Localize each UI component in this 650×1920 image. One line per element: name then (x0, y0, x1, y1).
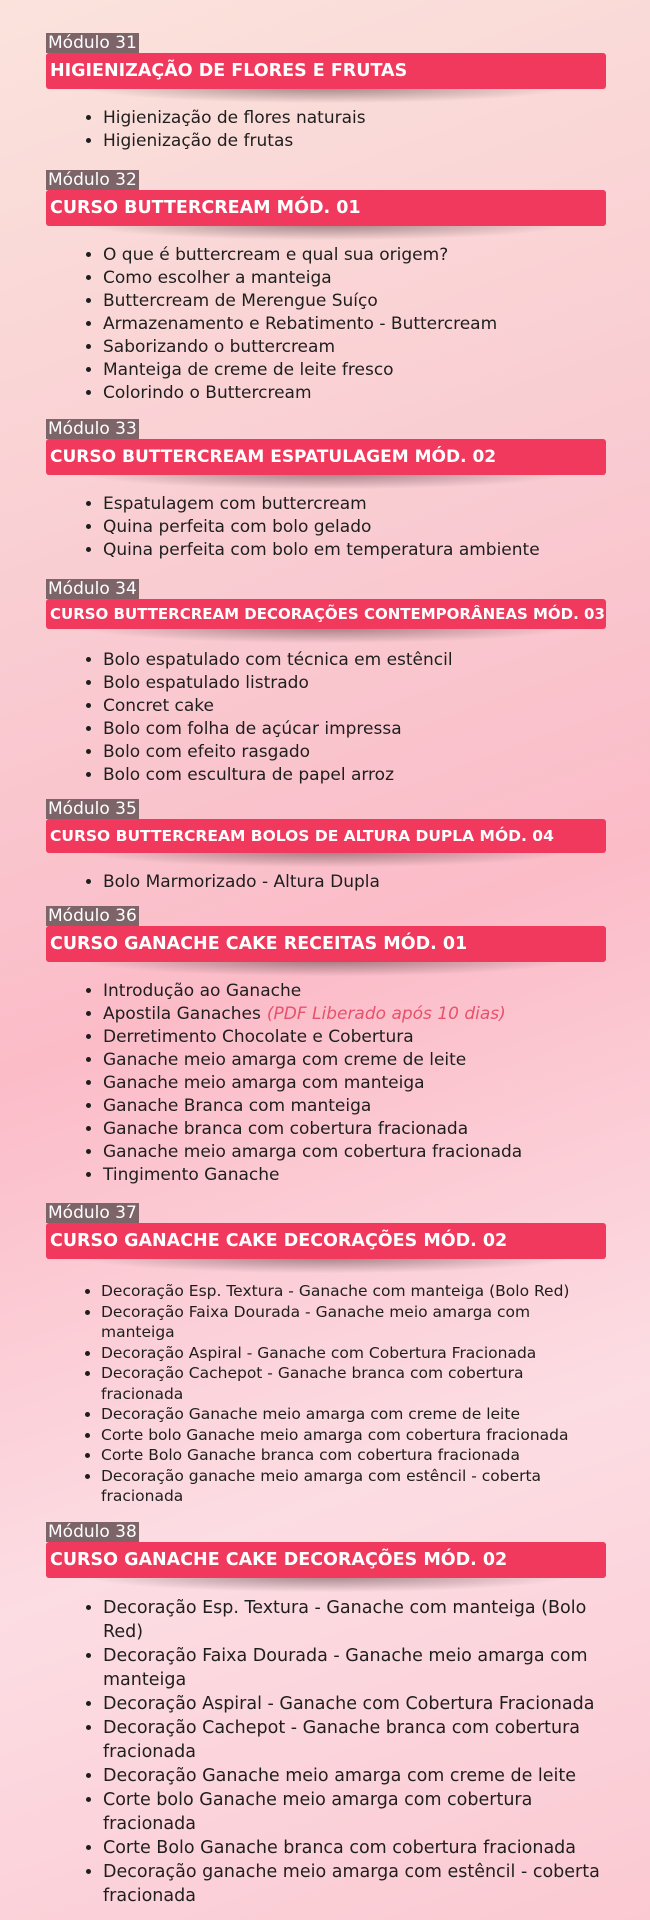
list-item: • Decoração Aspiral - Ganache com Cobertura Fracionada (103, 1692, 606, 1716)
list-item: • Decoração Cachepot - Ganache branca com cobertura fracionada (101, 1363, 606, 1404)
list-item: • Tingimento Ganache (103, 1164, 606, 1187)
bar-shadow (86, 224, 566, 240)
module-label: Módulo 37 (48, 1203, 137, 1223)
module-label: Módulo 31 (48, 33, 137, 53)
list-item: • Corte bolo Ganache meio amarga com cobertura fracionada (101, 1425, 606, 1446)
list-item: • Concret cake (103, 695, 606, 718)
module-title-bar: CURSO GANACHE CAKE DECORAÇÕES MÓD. 02 (46, 1223, 606, 1259)
list-item: • Ganache Branca com manteiga (103, 1095, 606, 1118)
list-item: • Corte Bolo Ganache branca com cobertura fracionada (103, 1836, 606, 1860)
module-37 (46, 1203, 606, 1507)
list-item: • Bolo espatulado com técnica em estêncil (103, 649, 606, 672)
list-item: • Ganache meio amarga com creme de leite (103, 1049, 606, 1072)
list-item: • Buttercream de Merengue Suíço (103, 290, 606, 313)
list-item: • Quina perfeita com bolo em temperatura ambiente (103, 539, 606, 562)
list-item: • O que é buttercream e qual sua origem? (103, 244, 606, 267)
module-32 (46, 170, 606, 405)
module-title-bar: CURSO GANACHE CAKE DECORAÇÕES MÓD. 02 (46, 1542, 606, 1578)
list-item: • Quina perfeita com bolo gelado (103, 516, 606, 539)
list-item: • Decoração Faixa Dourada - Ganache meio amarga com manteiga (101, 1302, 606, 1343)
module-label: Módulo 38 (48, 1522, 137, 1542)
list-item-label: Apostila Ganaches (103, 1004, 261, 1024)
bar-shadow (86, 1576, 566, 1592)
list-item: • Decoração Aspiral - Ganache com Cobertura Fracionada (101, 1343, 606, 1364)
bar-shadow (86, 851, 566, 867)
list-item: • Bolo com folha de açúcar impressa (103, 718, 606, 741)
module-title-bar: CURSO GANACHE CAKE RECEITAS MÓD. 01 (46, 926, 606, 962)
list-item: • Decoração ganache meio amarga com estêncil - coberta fracionada (103, 1860, 606, 1908)
list-item: • Decoração ganache meio amarga com estêncil - coberta fracionada (101, 1466, 606, 1507)
bar-shadow (86, 473, 566, 489)
pdf-release-note: (PDF Liberado após 10 dias) (266, 1004, 506, 1024)
module-title-bar: CURSO BUTTERCREAM MÓD. 01 (46, 190, 606, 226)
module-topic-list (46, 1596, 606, 1908)
list-item: • Decoração Ganache meio amarga com creme de leite (101, 1404, 606, 1425)
module-34 (46, 579, 606, 787)
list-item (103, 1003, 606, 1026)
bar-shadow (86, 960, 566, 976)
module-33 (46, 419, 606, 562)
module-36 (46, 906, 606, 1187)
list-item: • Armazenamento e Rebatimento - Buttercream (103, 313, 606, 336)
list-item: • Ganache meio amarga com cobertura fracionada (103, 1141, 606, 1164)
list-item: • Decoração Esp. Textura - Ganache com manteiga (Bolo Red) (101, 1281, 606, 1302)
module-label: Módulo 33 (48, 419, 137, 439)
list-item: • Decoração Cachepot - Ganache branca com cobertura fracionada (103, 1716, 606, 1764)
module-label: Módulo 34 (48, 579, 137, 599)
list-item: • Ganache branca com cobertura fracionada (103, 1118, 606, 1141)
list-item: • Ganache meio amarga com manteiga (103, 1072, 606, 1095)
module-topic-list (46, 107, 606, 153)
module-title-bar: CURSO BUTTERCREAM DECORAÇÕES CONTEMPORÂNEAS MÓD. 03 (46, 599, 606, 629)
list-item: • Bolo com efeito rasgado (103, 741, 606, 764)
list-item: • Decoração Esp. Textura - Ganache com manteiga (Bolo Red) (103, 1596, 606, 1644)
bar-shadow (86, 1257, 566, 1273)
list-item: • Corte Bolo Ganache branca com cobertura fracionada (101, 1445, 606, 1466)
list-item: • Higienização de frutas (103, 130, 606, 153)
list-item: • Saborizando o buttercream (103, 336, 606, 359)
list-item: • Como escolher a manteiga (103, 267, 606, 290)
module-label: Módulo 36 (48, 906, 137, 926)
module-title-bar: HIGIENIZAÇÃO DE FLORES E FRUTAS (46, 53, 606, 89)
module-topic-list (46, 493, 606, 562)
module-topic-list (46, 871, 606, 894)
bar-shadow (86, 627, 566, 643)
list-item: • Higienização de flores naturais (103, 107, 606, 130)
list-item: • Espatulagem com buttercream (103, 493, 606, 516)
module-label: Módulo 32 (48, 170, 137, 190)
module-topic-list (46, 649, 606, 787)
list-item: • Colorindo o Buttercream (103, 382, 606, 405)
list-item: • Derretimento Chocolate e Cobertura (103, 1026, 606, 1049)
list-item: • Bolo espatulado listrado (103, 672, 606, 695)
list-item: • Bolo com escultura de papel arroz (103, 764, 606, 787)
module-31 (46, 33, 606, 153)
list-item: • Corte bolo Ganache meio amarga com cobertura fracionada (103, 1788, 606, 1836)
module-35 (46, 799, 606, 894)
list-item: • Decoração Ganache meio amarga com creme de leite (103, 1764, 606, 1788)
module-topic-list (46, 244, 606, 405)
list-item: • Manteiga de creme de leite fresco (103, 359, 606, 382)
module-38 (46, 1522, 606, 1908)
list-item: • Bolo Marmorizado - Altura Dupla (103, 871, 606, 894)
module-label: Módulo 35 (48, 799, 137, 819)
list-item: • Decoração Faixa Dourada - Ganache meio amarga com manteiga (103, 1644, 606, 1692)
list-item: • Introdução ao Ganache (103, 980, 606, 1003)
module-title-bar: CURSO BUTTERCREAM BOLOS DE ALTURA DUPLA MÓD. 04 (46, 819, 606, 853)
bar-shadow (86, 87, 566, 103)
module-title-bar: CURSO BUTTERCREAM ESPATULAGEM MÓD. 02 (46, 439, 606, 475)
module-topic-list (46, 1281, 606, 1507)
module-topic-list (46, 980, 606, 1187)
